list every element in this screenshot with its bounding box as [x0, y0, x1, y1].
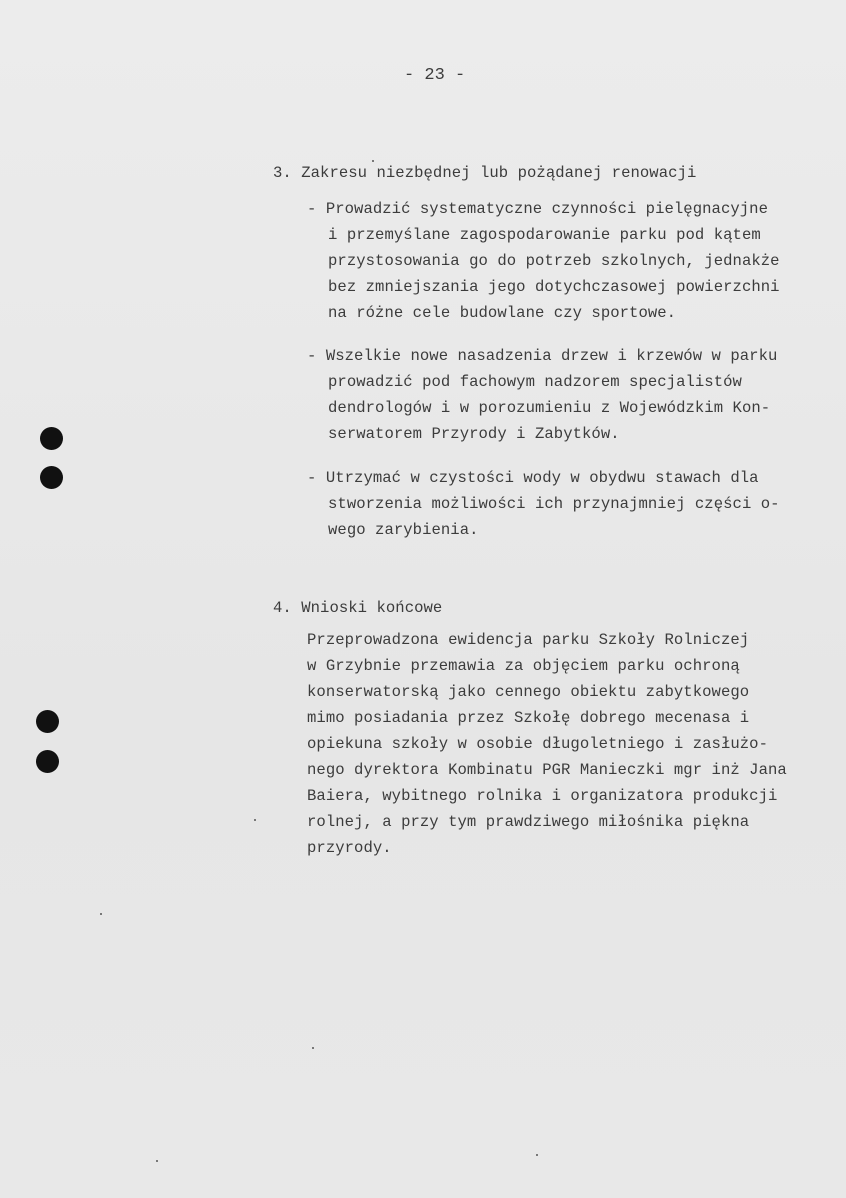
section-4-line-1: Przeprowadzona ewidencja parku Szkoły Rolniczej — [307, 631, 750, 649]
scan-speck — [100, 913, 102, 915]
scan-speck — [254, 819, 256, 821]
section-4-line-2: w Grzybnie przemawia za objęciem parku ochroną — [307, 657, 740, 675]
section-3-bullet-1-line-3: przystosowania go do potrzeb szkolnych, jednakże — [328, 252, 780, 270]
punch-hole — [40, 466, 63, 489]
section-3-bullet-1-line-5: na różne cele budowlane czy sportowe. — [328, 304, 677, 322]
section-3-bullet-2-line-3: dendrologów i w porozumieniu z Wojewódzkim Kon- — [328, 399, 771, 417]
section-3-bullet-3-line-1: - Utrzymać w czystości wody w obydwu stawach dla — [307, 469, 759, 487]
section-3-bullet-2-line-1: - Wszelkie nowe nasadzenia drzew i krzewów w parku — [307, 347, 778, 365]
section-4-line-3: konserwatorską jako cennego obiektu zabytkowego — [307, 683, 750, 701]
punch-hole — [40, 427, 63, 450]
scan-speck — [536, 1154, 538, 1156]
section-4-line-8: rolnej, a przy tym prawdziwego miłośnika piękna — [307, 813, 750, 831]
section-3-heading: 3. Zakresu niezbędnej lub pożądanej renowacji — [273, 164, 697, 182]
section-3-bullet-1-line-1: - Prowadzić systematyczne czynności pielęgnacyjne — [307, 200, 768, 218]
section-3-bullet-3-line-2: stworzenia możliwości ich przynajmniej części o- — [328, 495, 780, 513]
section-4-line-7: Baiera, wybitnego rolnika i organizatora produkcji — [307, 787, 778, 805]
scan-speck — [156, 1160, 158, 1162]
scan-speck — [312, 1047, 314, 1049]
section-4-line-5: opiekuna szkoły w osobie długoletniego i zasłużo- — [307, 735, 768, 753]
page-number: - 23 - — [404, 66, 466, 85]
scan-speck — [372, 160, 374, 162]
section-4-line-6: nego dyrektora Kombinatu PGR Manieczki mgr inż Jana — [307, 761, 787, 779]
section-3-bullet-2-line-4: serwatorem Przyrody i Zabytków. — [328, 425, 620, 443]
section-3-bullet-3-line-3: wego zarybienia. — [328, 521, 479, 539]
section-4-heading: 4. Wnioski końcowe — [273, 599, 443, 617]
punch-hole — [36, 710, 59, 733]
section-3-bullet-1-line-2: i przemyślane zagospodarowanie parku pod kątem — [328, 226, 761, 244]
section-4-line-9: przyrody. — [307, 839, 392, 857]
punch-hole — [36, 750, 59, 773]
section-4-line-4: mimo posiadania przez Szkołę dobrego mecenasa i — [307, 709, 750, 727]
section-3-bullet-2-line-2: prowadzić pod fachowym nadzorem specjalistów — [328, 373, 742, 391]
section-3-bullet-1-line-4: bez zmniejszania jego dotychczasowej powierzchni — [328, 278, 780, 296]
